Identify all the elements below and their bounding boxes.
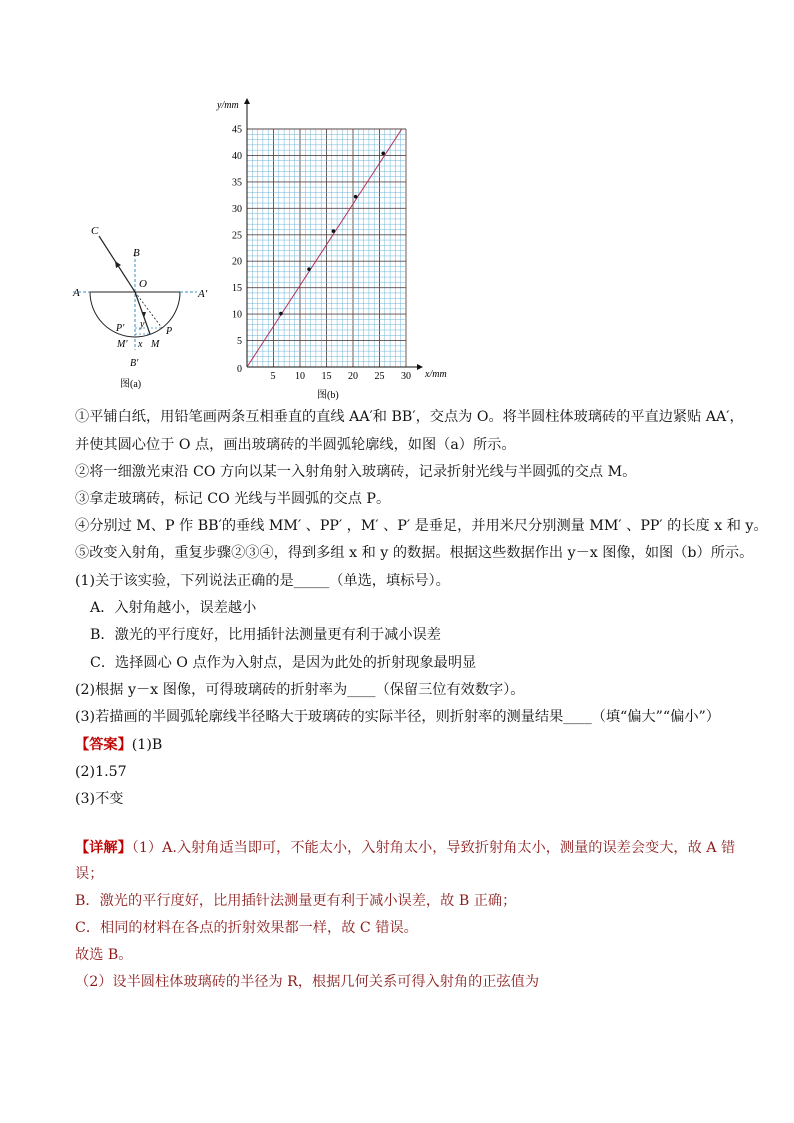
- y-tick-label: 10: [232, 309, 242, 321]
- figure-b-caption: 图(b): [317, 390, 339, 401]
- data-point: [279, 312, 283, 316]
- step-1-line-1: [75, 407, 744, 427]
- detail-line-1: [75, 838, 744, 858]
- x-tick-label: 15: [321, 371, 332, 382]
- detail-tag: 【详解】: [75, 840, 132, 856]
- answer-tag: 【答案】: [75, 737, 132, 753]
- fit-line: [247, 129, 402, 367]
- detail-line-6: （2）设半圆柱体玻璃砖的半径为 R，根据几何关系可得入射角的正弦值为: [75, 974, 540, 990]
- y-tick-label: 15: [232, 283, 242, 295]
- step-4-mark: ④: [75, 518, 90, 534]
- data-point: [307, 267, 311, 271]
- label-c: C: [91, 225, 99, 237]
- answer-1: (1)B: [131, 737, 163, 753]
- y-tick-label: 30: [232, 203, 242, 215]
- figure-b: [216, 98, 447, 401]
- y-tick-label: 35: [232, 177, 242, 189]
- origin-label: 0: [237, 364, 242, 375]
- detail-line-4: C．相同的材料在各点的折射效果都一样，故 C 错误。: [75, 920, 418, 936]
- q1-option-a: A．入射角越小，误差越小: [90, 600, 257, 616]
- label-m-prime: M′: [117, 339, 128, 350]
- step-5-text: 改变入射角，重复步骤②③④，得到多组 x 和 y 的数据。根据这些数据作出 y－x 图像，如图（b）所示。: [89, 545, 754, 561]
- x-tick-label: 10: [295, 371, 305, 382]
- label-b-prime: B′: [130, 358, 139, 369]
- y-axis-arrow: [244, 98, 250, 104]
- incident-arrow: [115, 261, 121, 268]
- question-2: (2)根据 y－x 图像，可得玻璃砖的折射率为____（保留三位有效数字）。: [75, 682, 525, 698]
- answer-line-1: [75, 735, 744, 755]
- question-1: (1)关于该实验，下列说法正确的是_____（单选，填标号）。: [75, 573, 450, 589]
- figure-a-caption: 图(a): [120, 379, 142, 390]
- label-m: M: [151, 339, 160, 350]
- figures-svg: [60, 92, 480, 404]
- detail-line-3: B．激光的平行度好，比用插针法测量更有利于减小误差，故 B 正确；: [75, 893, 517, 909]
- x-tick-label: 25: [374, 371, 385, 382]
- step-5: [75, 543, 754, 563]
- detail-line-2: 误；: [75, 866, 104, 882]
- figures-area: [60, 92, 480, 404]
- label-p: P: [166, 326, 173, 337]
- data-point: [332, 229, 336, 233]
- step-3-mark: ③: [75, 491, 90, 507]
- y-tick-label: 5: [237, 336, 242, 348]
- step-3: [75, 489, 744, 509]
- step-1-line-2: [75, 435, 744, 455]
- data-layer: [247, 129, 402, 367]
- label-y: y: [140, 319, 145, 330]
- y-tick-label: 45: [232, 124, 242, 136]
- x-tick-label: 5: [270, 371, 276, 382]
- step-2-text: 将一细激光束沿 CO 方向以某一入射角射入玻璃砖，记录折射光线与半圆弧的交点 M。: [89, 464, 637, 480]
- grid: [247, 129, 406, 367]
- step-1-text: 平铺白纸，用铅笔画两条互相垂直的直线 AA′和 BB′，交点为 O。将半圆柱体玻璃砖的平直边紧贴 AA′，: [89, 409, 744, 425]
- step-2: [75, 462, 744, 482]
- x-axis-arrow: [417, 364, 423, 370]
- detail-text-1: （1）A.入射角适当即可，不能太小，入射角太小，导致折射角太小，测量的误差会变大，故 A 错: [131, 840, 736, 856]
- y-tick-label: 25: [232, 230, 242, 242]
- x-tick-label: 30: [401, 371, 411, 382]
- y-axis-label: y/mm: [217, 100, 239, 111]
- step-4-text: 分别过 M、P 作 BB′的垂线 MM′ 、PP′ ，M′ 、P′ 是垂足，并用米尺分别测量 MM′ 、PP′ 的长度 x 和 y。: [89, 518, 768, 534]
- answer-3: (3)不变: [75, 791, 124, 807]
- label-b: B: [133, 247, 140, 259]
- q1-option-c: C．选择圆心 O 点作为入射点，是因为此处的折射现象最明显: [90, 655, 477, 671]
- x-tick-label: 20: [348, 371, 358, 382]
- step-5-mark: ⑤: [75, 545, 90, 561]
- label-o: O: [139, 278, 147, 290]
- x-axis-label: x/mm: [425, 369, 447, 380]
- step-1-text-cont: 并使其圆心位于 O 点，画出玻璃砖的半圆弧轮廓线，如图（a）所示。: [75, 437, 516, 453]
- step-2-mark: ②: [75, 464, 90, 480]
- label-a-prime: A′: [198, 288, 208, 300]
- label-a: A: [73, 287, 80, 299]
- step-3-text: 拿走玻璃砖，标记 CO 光线与半圆弧的交点 P。: [89, 491, 391, 507]
- label-x: x: [138, 339, 143, 350]
- step-1-mark: ①: [75, 409, 90, 425]
- q1-option-b: B．激光的平行度好，比用插针法测量更有利于减小误差: [90, 627, 441, 643]
- step-4: [75, 516, 768, 536]
- data-point: [354, 195, 358, 199]
- label-p-prime: P′: [116, 323, 125, 334]
- data-point: [381, 152, 385, 156]
- y-tick-label: 20: [232, 256, 242, 268]
- y-tick-label: 40: [232, 150, 242, 162]
- answer-2: (2)1.57: [75, 764, 127, 780]
- axes: [216, 98, 447, 380]
- figure-a: [72, 225, 208, 390]
- question-3: (3)若描画的半圆弧轮廓线半径略大于玻璃砖的实际半径，则折射率的测量结果____（填“偏大”“偏小”）: [75, 709, 720, 725]
- detail-line-5: 故选 B。: [75, 947, 133, 963]
